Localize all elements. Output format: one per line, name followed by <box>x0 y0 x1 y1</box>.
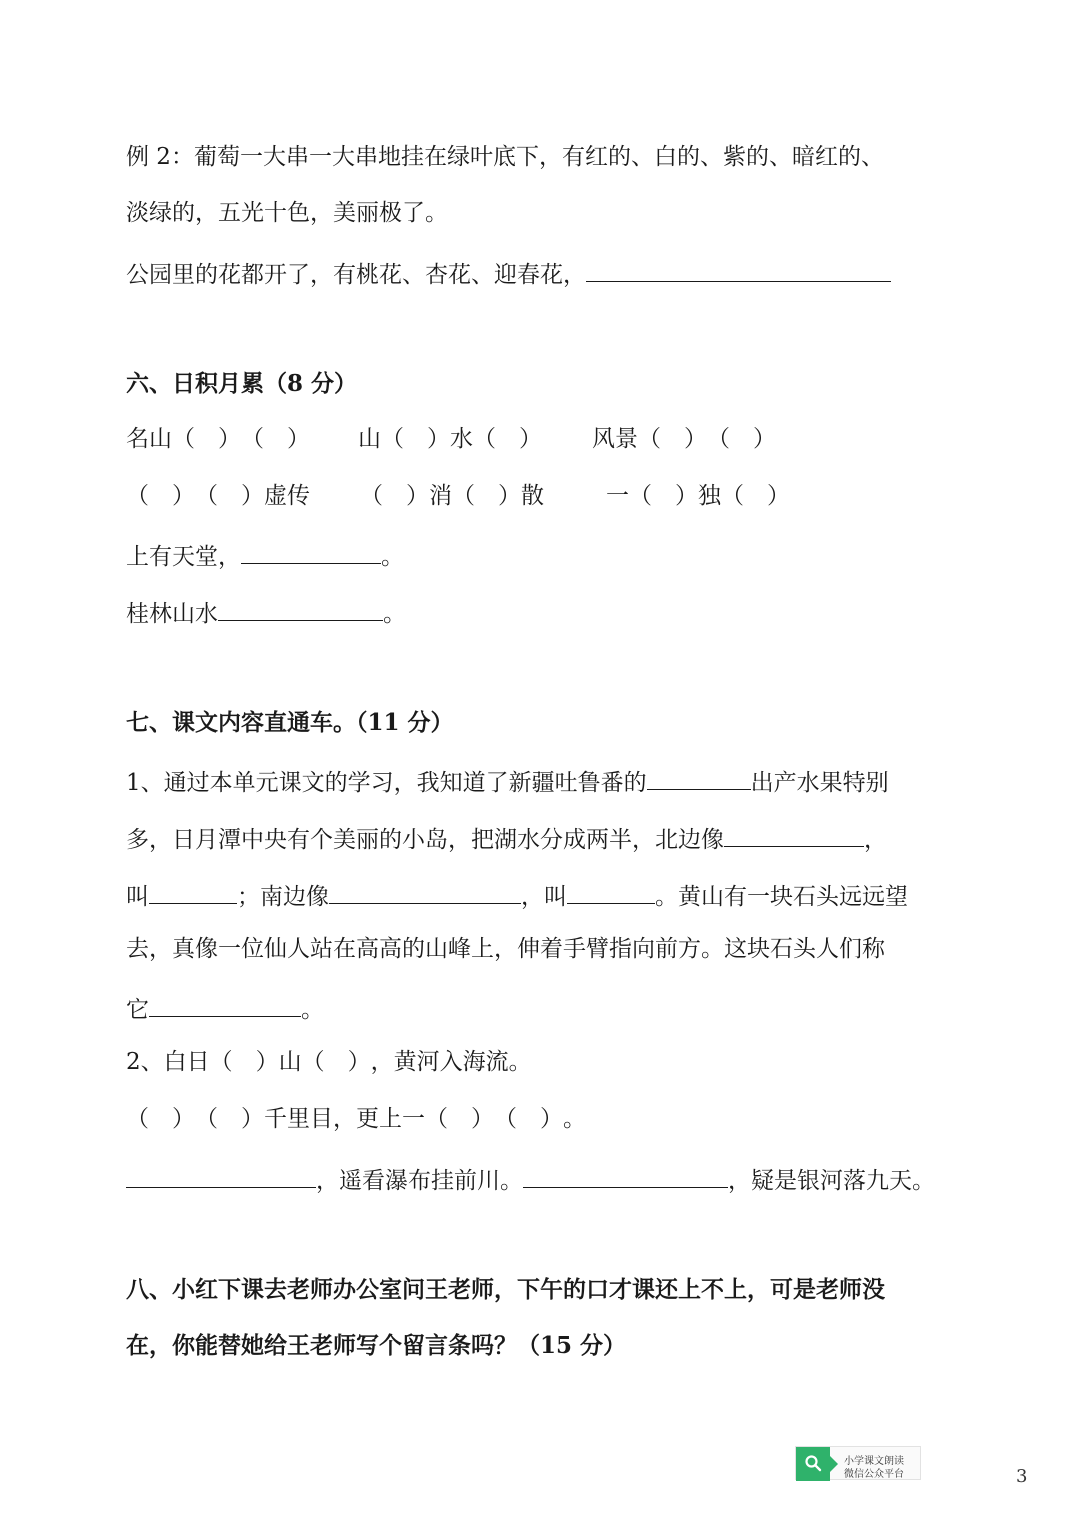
q2-text: 千里目，更上一 <box>264 1106 425 1132</box>
paren-blank[interactable]: （ ） <box>360 483 429 509</box>
q2-text: ，疑是银河落九天。 <box>728 1168 935 1194</box>
q1-text: ， <box>864 827 887 853</box>
badge-tile <box>796 1447 830 1481</box>
paren-blank[interactable]: （ ） <box>629 483 698 509</box>
answer-blank[interactable] <box>647 767 751 790</box>
example-2-line-2: 淡绿的，五光十色，美丽极了。 <box>126 200 448 226</box>
paren-blank[interactable]: （ ） <box>707 426 776 452</box>
paren-blank[interactable]: （ ） <box>721 483 790 509</box>
answer-blank[interactable] <box>724 824 864 847</box>
badge-line-2: 微信公众平台 <box>844 1469 904 1480</box>
guilin-text: 桂林山水 <box>126 601 218 627</box>
paren-blank[interactable]: （ ） <box>195 1106 264 1132</box>
q1-line-4: 去，真像一位仙人站在高高的山峰上，伸着手臂指向前方。这块石头人们称 <box>126 936 885 962</box>
paren-blank[interactable]: （ ） <box>126 1106 195 1132</box>
example-2-line-1: 例 2：葡萄一大串一大串地挂在绿叶底下，有红的、白的、紫的、暗红的、 <box>126 144 884 170</box>
q2-text: 山 <box>278 1049 302 1075</box>
section-6-heading: 六、日积月累（8 分） <box>126 370 358 397</box>
idiom-row-2 <box>126 485 790 508</box>
answer-blank[interactable] <box>523 1165 728 1188</box>
q1-text: 出产水果特别 <box>750 770 889 796</box>
q1-text: 叫 <box>126 884 149 910</box>
q1-line-3 <box>126 881 908 909</box>
idiom-text: 消 <box>429 483 452 509</box>
answer-blank[interactable] <box>586 259 891 282</box>
q1-line-2 <box>126 824 887 852</box>
guilin-line <box>126 598 406 626</box>
q1-line-1 <box>126 767 889 795</box>
answer-blank[interactable] <box>126 1165 316 1188</box>
q1-text: 。黄山有一块石头远远望 <box>655 884 908 910</box>
section-7-heading: 七、课文内容直通车。（11 分） <box>126 709 454 736</box>
answer-blank[interactable] <box>149 994 301 1017</box>
paren-blank[interactable]: （ ） <box>172 426 241 452</box>
q1-text: ；南边像 <box>237 884 329 910</box>
paren-blank[interactable]: （ ） <box>241 426 310 452</box>
paren-blank[interactable]: （ ） <box>301 1049 371 1075</box>
answer-blank[interactable] <box>149 881 237 904</box>
paren-blank[interactable]: （ ） <box>381 426 450 452</box>
park-flowers-text: 公园里的花都开了，有桃花、杏花、迎春花， <box>126 262 586 288</box>
idiom-text: 一 <box>606 483 629 509</box>
q2-text: ，黄河入海流。 <box>370 1049 532 1075</box>
q2-text: 。 <box>563 1106 586 1132</box>
wechat-badge <box>795 1446 921 1480</box>
idiom-text: 山 <box>358 426 381 452</box>
q2-text: ，遥看瀑布挂前川。 <box>316 1168 523 1194</box>
badge-line-1: 小学课文朗读 <box>844 1456 904 1467</box>
section-8-heading-line-1: 八、小红下课去老师办公室问王老师，下午的口才课还上不上，可是老师没 <box>126 1276 885 1303</box>
answer-blank[interactable] <box>567 881 655 904</box>
heaven-text: 上有天堂， <box>126 544 241 570</box>
section-8-heading-line-2: 在，你能替她给王老师写个留言条吗？（15 分） <box>126 1332 627 1359</box>
q1-line-5 <box>126 994 324 1022</box>
idiom-text: 水 <box>450 426 473 452</box>
q1-text: 。 <box>301 997 324 1023</box>
paren-blank[interactable]: （ ） <box>638 426 707 452</box>
park-flowers-task <box>126 259 891 287</box>
q1-text: ，叫 <box>521 884 567 910</box>
q2-text: 2、白日 <box>126 1049 210 1075</box>
q2-line-1 <box>126 1051 532 1074</box>
paren-blank[interactable]: （ ） <box>195 483 264 509</box>
paren-blank[interactable]: （ ） <box>473 426 542 452</box>
idiom-text: 虚传 <box>264 483 310 509</box>
paren-blank[interactable]: （ ） <box>209 1049 279 1075</box>
q2-line-2 <box>126 1108 586 1131</box>
paren-blank[interactable]: （ ） <box>425 1106 494 1132</box>
answer-blank[interactable] <box>329 881 521 904</box>
idiom-text: 风景 <box>592 426 638 452</box>
answer-blank[interactable] <box>218 598 383 621</box>
paren-blank[interactable]: （ ） <box>494 1106 563 1132</box>
q1-text: 1、通过本单元课文的学习，我知道了新疆吐鲁番的 <box>126 770 647 796</box>
idiom-text: 名山 <box>126 426 172 452</box>
idiom-text: 独 <box>698 483 721 509</box>
page-number: 3 <box>1016 1466 1028 1487</box>
q2-line-3 <box>126 1165 935 1193</box>
search-icon <box>804 1454 822 1472</box>
paren-blank[interactable]: （ ） <box>452 483 521 509</box>
period: 。 <box>383 601 406 627</box>
heaven-line <box>126 541 404 569</box>
idiom-row-1 <box>126 428 776 451</box>
q1-text: 多，日月潭中央有个美丽的小岛，把湖水分成两半，北边像 <box>126 827 724 853</box>
answer-blank[interactable] <box>241 541 381 564</box>
q1-text: 它 <box>126 997 149 1023</box>
paren-blank[interactable]: （ ） <box>126 483 195 509</box>
period: 。 <box>381 544 404 570</box>
idiom-text: 散 <box>521 483 544 509</box>
